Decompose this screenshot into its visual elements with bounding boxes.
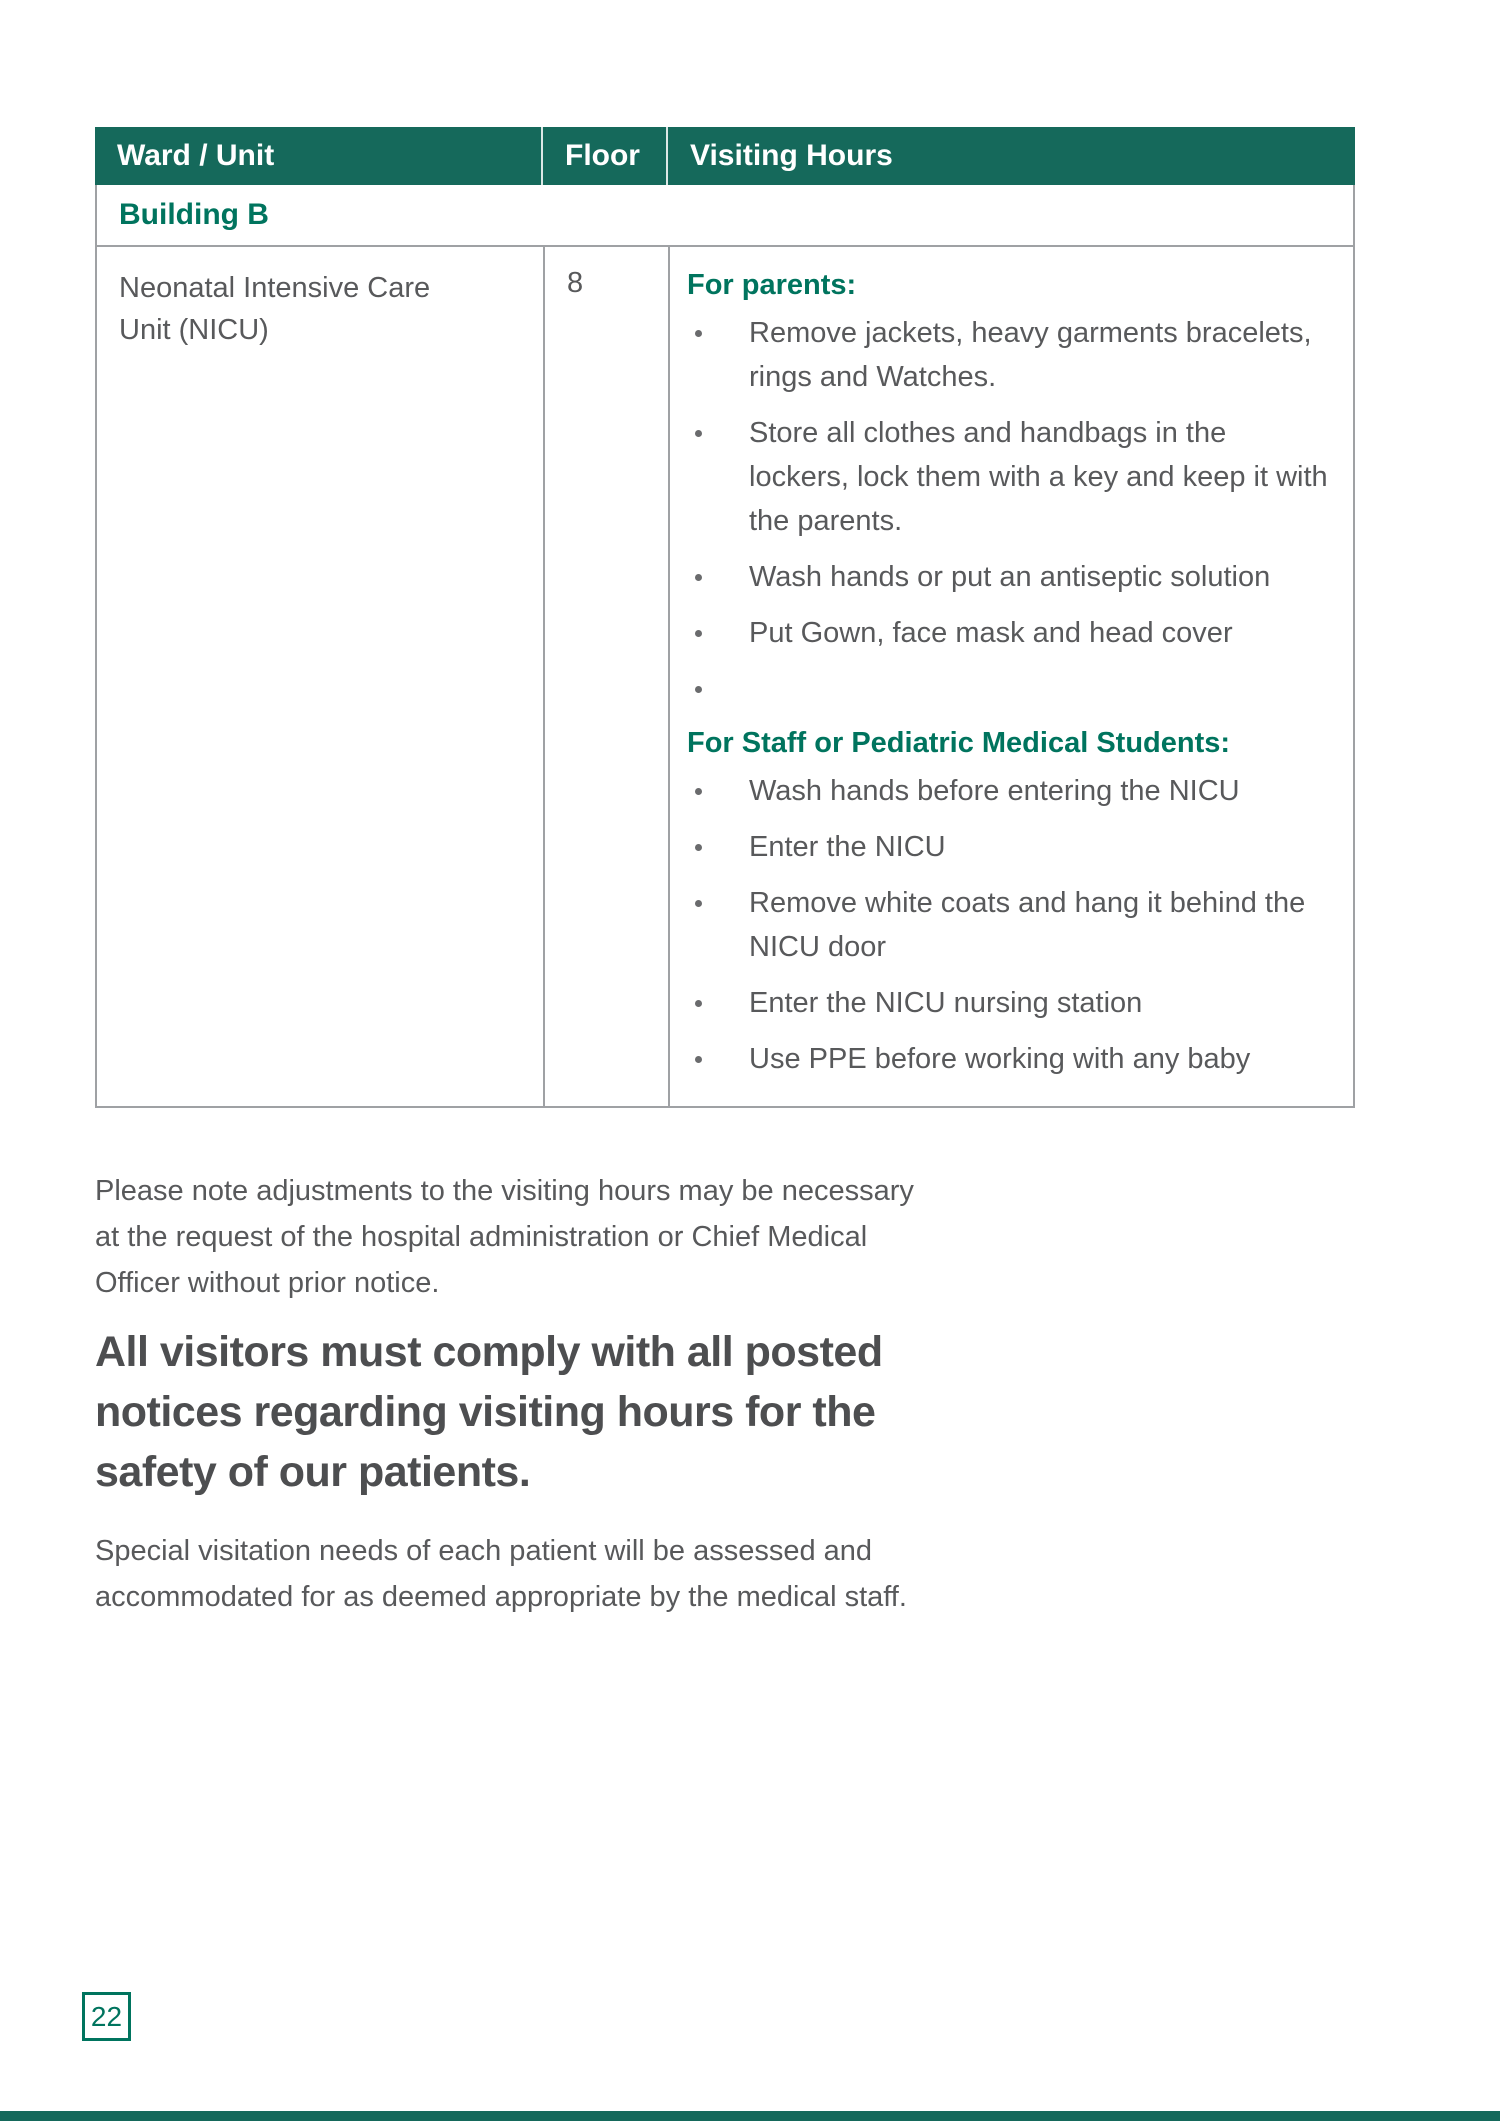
list-item: Store all clothes and handbags in the lockers, lock them with a key and keep it with the parents. [687, 411, 1333, 543]
paragraph-line: accommodated for as deemed appropriate by the medical staff. [95, 1581, 907, 1613]
note-paragraph-special-visitation [95, 1528, 907, 1620]
footer-accent-bar [0, 2111, 1500, 2121]
list-item: Wash hands before entering the NICU [687, 769, 1333, 813]
list-item: Remove jackets, heavy garments bracelets, rings and Watches. [687, 311, 1333, 399]
page-number: 22 [90, 2000, 123, 2032]
list-item: Put Gown, face mask and head cover [687, 611, 1333, 655]
heading-line: notices regarding visiting hours for the [95, 1388, 876, 1436]
parents-rules-list [687, 311, 1333, 711]
compliance-heading [95, 1322, 883, 1502]
table-section-row-building-b [95, 185, 1355, 247]
column-header-ward-unit: Ward / Unit [117, 139, 275, 172]
heading-line: All visitors must comply with all posted [95, 1328, 883, 1376]
table-header-row [95, 127, 1355, 185]
list-item: Wash hands or put an antiseptic solution [687, 555, 1333, 599]
note-paragraph-adjustments [95, 1168, 914, 1306]
paragraph-line: Officer without prior notice. [95, 1267, 440, 1299]
list-item: Enter the NICU [687, 825, 1333, 869]
visiting-hours-table [95, 127, 1355, 1108]
section-label: Building B [119, 198, 269, 231]
page-number-badge [82, 1992, 131, 2041]
paragraph-line: at the request of the hospital administration or Chief Medical [95, 1221, 868, 1253]
paragraph-line: Please note adjustments to the visiting hours may be necessary [95, 1175, 914, 1207]
table-row-nicu [95, 247, 1355, 1108]
list-item: Enter the NICU nursing station [687, 981, 1333, 1025]
column-header-visiting-hours: Visiting Hours [666, 127, 1355, 185]
paragraph-line: Special visitation needs of each patient will be assessed and [95, 1535, 873, 1567]
list-item: Remove white coats and hang it behind the NICU door [687, 881, 1333, 969]
group-title-for-staff: For Staff or Pediatric Medical Students: [687, 727, 1231, 759]
column-header-floor: Floor [541, 127, 666, 185]
list-item-empty [687, 667, 1333, 711]
cell-floor: 8 [543, 247, 668, 1106]
cell-ward-unit: Neonatal Intensive Care Unit (NICU) [119, 272, 431, 346]
staff-rules-list [687, 769, 1333, 1081]
list-item: Use PPE before working with any baby [687, 1037, 1333, 1081]
group-title-for-parents: For parents: [687, 269, 857, 301]
cell-visiting-hours [668, 247, 1353, 1106]
heading-line: safety of our patients. [95, 1448, 531, 1496]
